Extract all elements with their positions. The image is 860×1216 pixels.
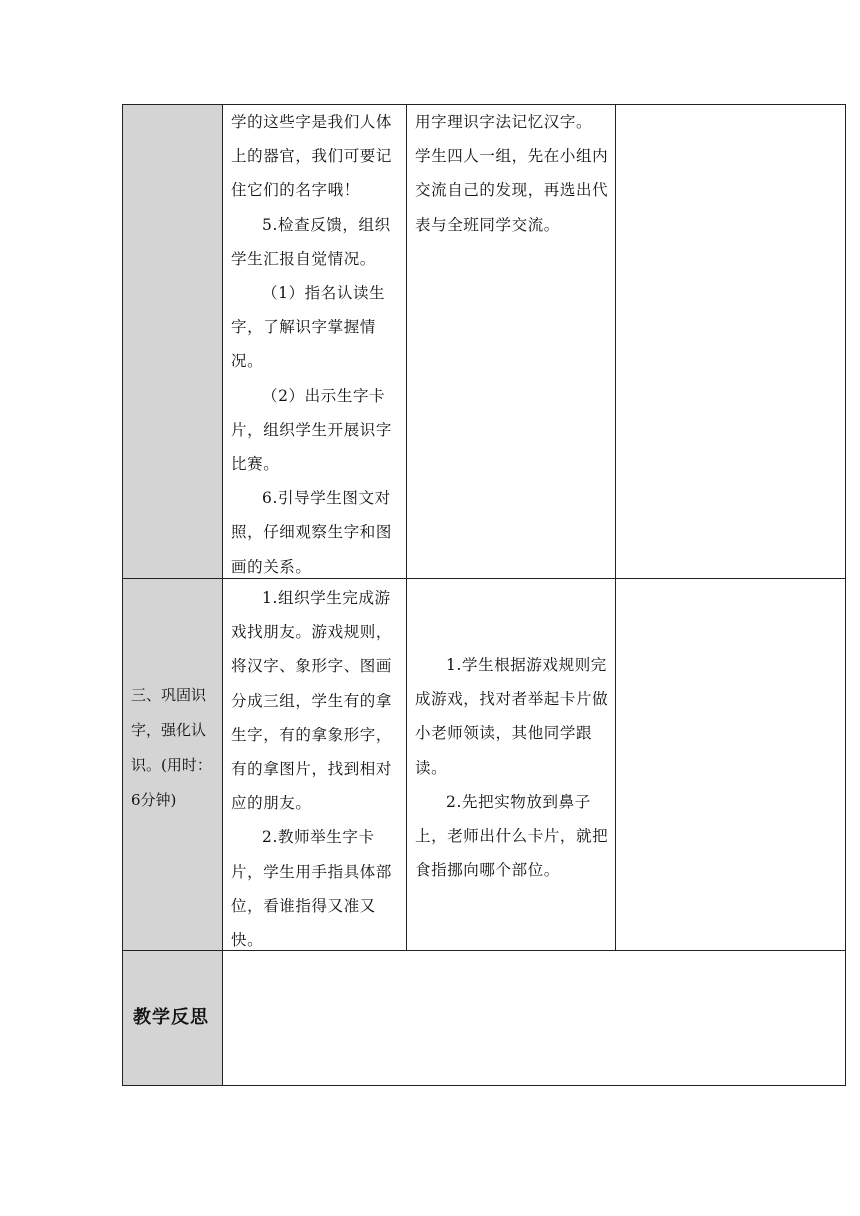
stage-label: 三、巩固识字，强化认识。(用时：6分钟): [131, 686, 212, 809]
paragraph: 2.教师举生字卡片，学生用手指具体部位，看谁指得又准又快。: [231, 828, 393, 950]
paragraph: 6.引导学生图文对照，仔细观察生字和图画的关系。: [231, 489, 393, 576]
reflection-label-cell: [123, 951, 223, 1085]
paragraph: 1.组织学生完成游戏找朋友。游戏规则，将汉字、象形字、图画分成三组，学生有的拿生字，有的拿象形字，有的拿图片，找到相对应的朋友。: [231, 589, 393, 813]
student-activity-cell: [407, 105, 616, 578]
paragraph: （2）出示生字卡片，组织学生开展识字比赛。: [231, 386, 393, 474]
paragraph: 用字理识字法记忆汉字。: [415, 113, 593, 131]
reflection-body-cell: [223, 951, 845, 1085]
teacher-activity-cell: [223, 579, 407, 950]
paragraph: 2.先把实物放到鼻子上，老师出什么卡片，就把食指挪向哪个部位。: [415, 792, 609, 880]
design-intent-cell: [616, 579, 845, 950]
stage-cell: [123, 105, 223, 578]
student-activity-cell: [407, 579, 616, 950]
table-row: [123, 105, 845, 579]
paragraph: 学生四人一组，先在小组内交流自己的发现，再选出代表与全班同学交流。: [415, 147, 609, 234]
table-row: [123, 579, 845, 951]
reflection-label: 教学反思: [133, 1007, 209, 1028]
paragraph: （1）指名认读生字，了解识字掌握情况。: [231, 284, 386, 371]
stage-cell: [123, 579, 223, 950]
paragraph: 1.学生根据游戏规则完成游戏，找对者举起卡片做小老师领读，其他同学跟读。: [415, 656, 609, 777]
design-intent-cell: [616, 105, 845, 578]
table-row: [123, 951, 845, 1085]
teacher-activity-cell: [223, 105, 407, 578]
lesson-plan-table: [122, 104, 846, 1086]
paragraph: 5.检查反馈，组织学生汇报自觉情况。: [231, 215, 391, 268]
paragraph: 学的这些字是我们人体上的器官，我们可要记住它们的名字哦！: [231, 113, 393, 200]
